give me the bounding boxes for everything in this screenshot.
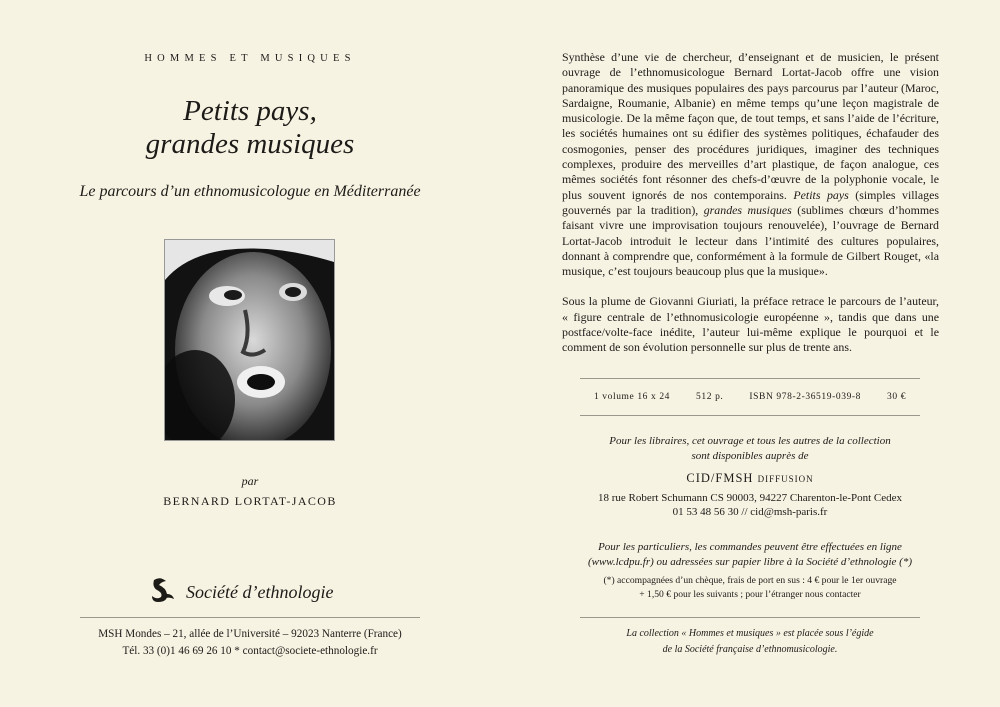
book-specs (580, 392, 920, 402)
emphasis-petits-pays: Petits pays (793, 187, 849, 202)
publisher-block (150, 578, 333, 606)
title-line-2: grandes musiques (145, 128, 355, 160)
distributor-contact: 01 53 48 56 30 // cid@msh-paris.fr (672, 506, 828, 518)
spec-pages: 512 p. (696, 392, 724, 402)
specs-top-rule (580, 378, 920, 379)
book-title (80, 95, 420, 161)
left-footer-rule (80, 617, 420, 618)
address-line-1: MSH Mondes – 21, allée de l’Université – 92023 Nanterre (France) (98, 628, 402, 640)
description-paragraph-1: Synthèse d’une vie de chercheur, d’enseignant et de musicien, le présent ouvrage de l’ethnomusicologue Bernard Lortat-Jacob offre une vision panoramique des musiques populaires des pays parcourus par l’auteur (Maroc, Sardaigne, Roumanie, Albanie) en même temps qu’une leçon magistrale de musicologie. De la même façon que, de tout temps, et sans l’aide de l’écriture, les sociétés humaines ont su édifier des systèmes politiques, échafauder des cosmogonies, penser des procédures juridiques, imaginer des techniques complexes, produire des merveilles d’art plastique, de façon analogue, ces mêmes sociétés font résonner des chefs-d’œuvre de la polyphonie vocale, le plus souvent ignorés de nos contemporains. Petits pays (simples villages gouvernés par la tradition), grandes musiques (sublimes chœurs d’hommes faisant vivre une improvisation toujours renouvelée), l’ouvrage de Bernard Lortat-Jacob introduit le lecteur dans l’intimité des cultures populaires, donnant à comprendre que, conformément à la formule de Gilbert Rouget, «la musique, c’est toujours beaucoup plus que la musique». (562, 50, 939, 279)
emphasis-grandes-musiques: grandes musiques (703, 202, 792, 217)
publisher-name: Société d’ethnologie (186, 581, 334, 602)
author-name: BERNARD LORTAT-JACOB (163, 494, 337, 508)
description-paragraph-2: Sous la plume de Giovanni Giuriati, la préface retrace le parcours de l’auteur, « figure centrale de l’ethnomusicologie européenne », tandis que dans une postface/volte-face inédite, l’auteur lui-même explique le pourquoi et le comment de son évolution personnelle sur plus de trente ans. (562, 294, 939, 355)
right-footer-rule (580, 617, 920, 618)
booksellers-note: Pour les libraires, cet ouvrage et tous les autres de la collection sont disponibles auprès de (609, 435, 891, 462)
spec-volume: 1 volume 16 x 24 (593, 392, 671, 402)
book-subtitle: Le parcours d’un ethnomusicologue en Méditerranée (79, 183, 421, 200)
collection-note: La collection « Hommes et musiques » est placée sous l’égide de la Société française d’ethnomusicologie. (626, 628, 874, 655)
specs-bottom-rule (580, 415, 920, 416)
series-name: HOMMES ET MUSIQUES (144, 53, 356, 64)
address-line-2: Tél. 33 (0)1 46 69 26 10 * contact@societe-ethnologie.fr (122, 645, 378, 657)
spec-price: 30 € (887, 392, 907, 402)
society-logo-icon (150, 576, 176, 609)
publisher-address (80, 626, 420, 660)
spec-isbn: ISBN 978-2-36519-039-8 (749, 392, 862, 402)
author-photo (165, 240, 334, 440)
by-label: par (241, 474, 259, 488)
shipping-note: (*) accompagnées d’un chèque, frais de port en sus : 4 € pour le 1er ouvrage + 1,50 € pour les suivants ; pour l’étranger nous contacter (603, 575, 897, 600)
book-description (562, 50, 939, 356)
individuals-note: Pour les particuliers, les commandes peuvent être effectuées en ligne (www.lcdpu.fr) ou adressées sur papier libre à la Société d’ethnologie (*) (587, 541, 913, 568)
distributor-name: CID/FMSH diffusion (686, 471, 814, 485)
title-line-1: Petits pays, (183, 95, 317, 127)
distributor-address: 18 rue Robert Schumann CS 90003, 94227 Charenton-le-Pont Cedex (598, 492, 902, 504)
